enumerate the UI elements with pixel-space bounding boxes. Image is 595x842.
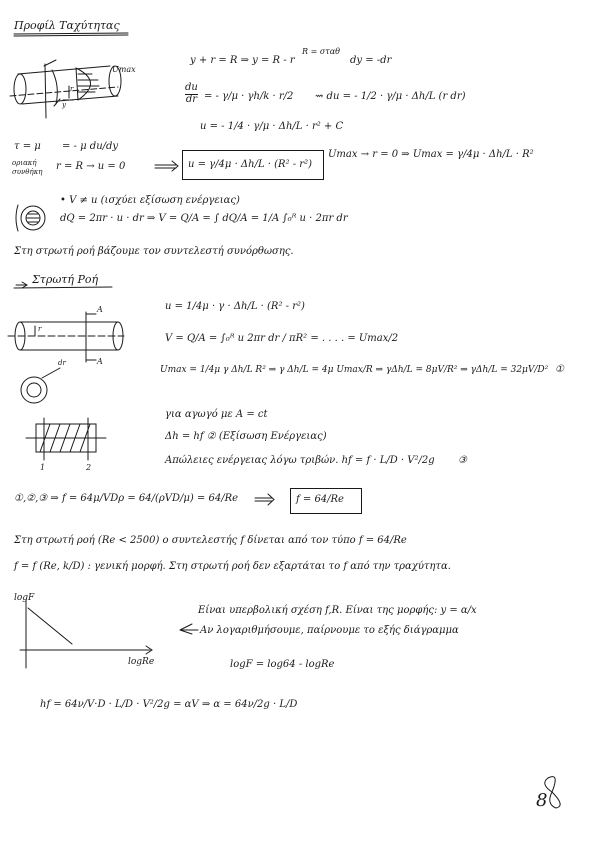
laminar-friction-line: Στη στρωτή ροή (Re < 2500) ο συντελεστής f δίνεται από τον τύπο f = 64/Re bbox=[14, 535, 407, 546]
section-1-label: 1 bbox=[40, 463, 46, 472]
section-2-label: 2 bbox=[86, 463, 92, 472]
bullet-v-not-u: • V ≠ u (ισχύει εξίσωση ενέργειας) bbox=[60, 195, 240, 206]
pipe-constant-area: για αγωγό με A = ct bbox=[165, 409, 268, 420]
boundary-condition: r = R → u = 0 bbox=[56, 161, 126, 172]
eq-number-1: ① bbox=[555, 364, 564, 375]
dr-label: dr bbox=[58, 359, 66, 367]
boxed-f-equation: f = 64/Re bbox=[296, 494, 344, 505]
eq-u-general: u = - 1/4 · γ/μ · Δh/L · r² + C bbox=[200, 121, 344, 132]
bc-label-2: συνθήκη bbox=[12, 168, 43, 176]
heading-laminar-flow: Στρωτή Ροή bbox=[32, 273, 99, 286]
log-equation: logF = log64 - logRe bbox=[230, 659, 335, 670]
eq-tau-rhs: = - μ du/dy bbox=[62, 141, 119, 152]
hf-velocity-line: hf = 64ν/V·D · L/D · V²/2g = αV ⇒ α = 64ν/2g · L/D bbox=[40, 699, 298, 710]
sentence-correction-factor: Στη στρωτή ροή βάζουμε τον συντελεστή συνόρθωσης. bbox=[14, 246, 294, 257]
darcy-equation: Απώλειες ενέργειας λόγω τριβών. hf = f · L/D · V²/2g bbox=[165, 455, 435, 466]
v-equation: V = Q/A = ∫₀ᴿ u 2πr dr / πR² = . . . . = Umax/2 bbox=[165, 333, 399, 344]
eq-number-3: ③ bbox=[458, 455, 467, 466]
bc-label-1: οριακή bbox=[12, 159, 37, 167]
log-line: Αν λογαριθμήσουμε, παίρνουμε το εξής διάγραμμα bbox=[200, 625, 459, 636]
heading-velocity-profile: Προφίλ Ταχύτητας bbox=[14, 19, 120, 32]
page-number: 8 bbox=[536, 790, 548, 811]
axis-logF: logF bbox=[14, 593, 35, 603]
dq-line: dQ = 2πr · u · dr ⇒ V = Q/A = ∫ dQ/A = 1/A ∫₀ᴿ u · 2πr dr bbox=[60, 213, 348, 224]
A-label-top: A bbox=[97, 305, 103, 314]
boxed-u-equation: u = γ/4μ · Δh/L · (R² - r²) bbox=[188, 159, 312, 170]
eq-du-integral: ⇝ du = - 1/2 · γ/μ · Δh/L (r dr) bbox=[315, 91, 466, 102]
eq-dy: dy = -dr bbox=[350, 55, 392, 66]
cross-section-2 bbox=[21, 368, 60, 403]
general-friction-line: f = f (Re, k/D) : γενική μορφή. Στη στρωτή ροή δεν εξαρτάται το f από την τραχύτητα. bbox=[14, 561, 451, 572]
dh-equation: Δh = hf ② (Εξίσωση Ενέργειας) bbox=[165, 431, 327, 442]
control-volume-sketch bbox=[26, 418, 106, 460]
pipe-sketch-2 bbox=[8, 312, 124, 362]
u-equation: u = 1/4μ · γ · Δh/L · (R² - r²) bbox=[165, 301, 305, 312]
hyperbolic-line: Είναι υπερβολική σχέση f,R. Είναι της μορφής: y = α/x bbox=[198, 605, 477, 616]
axis-logRe: logRe bbox=[128, 657, 155, 667]
A-label-bottom: A bbox=[97, 357, 103, 366]
cross-section-1 bbox=[16, 205, 45, 231]
r-label: r bbox=[70, 85, 74, 93]
eq-du-dr: du dr bbox=[185, 82, 198, 105]
umax-line: Umax → r = 0 ⇒ Umax = γ/4μ · Δh/L · R² bbox=[328, 149, 534, 160]
eq-coordinate: y + r = R ⇒ y = R - r bbox=[190, 55, 295, 66]
umax-label: Umax bbox=[112, 65, 136, 74]
r-label-2: r bbox=[38, 325, 42, 333]
umax-chain: Umax = 1/4μ γ Δh/L R² ⇒ γ Δh/L = 4μ Umax/R ⇒ γΔh/L = 8μV/R² ⇒ γΔh/L = 32μV/D² bbox=[160, 365, 549, 375]
eq-tau: τ = μ bbox=[14, 141, 41, 152]
pipe-sketch-1 bbox=[10, 60, 121, 118]
heading1-underline bbox=[14, 33, 128, 34]
eq-du-rhs: = - γ/μ · γh/k · r/2 bbox=[204, 91, 294, 102]
eq-coordinate-note: R = σταθ bbox=[302, 47, 340, 56]
combine-equation: ①,②,③ ⇒ f = 64μ/VDρ = 64/(ρVD/μ) = 64/Re bbox=[14, 493, 239, 504]
y-label: y bbox=[62, 101, 66, 109]
